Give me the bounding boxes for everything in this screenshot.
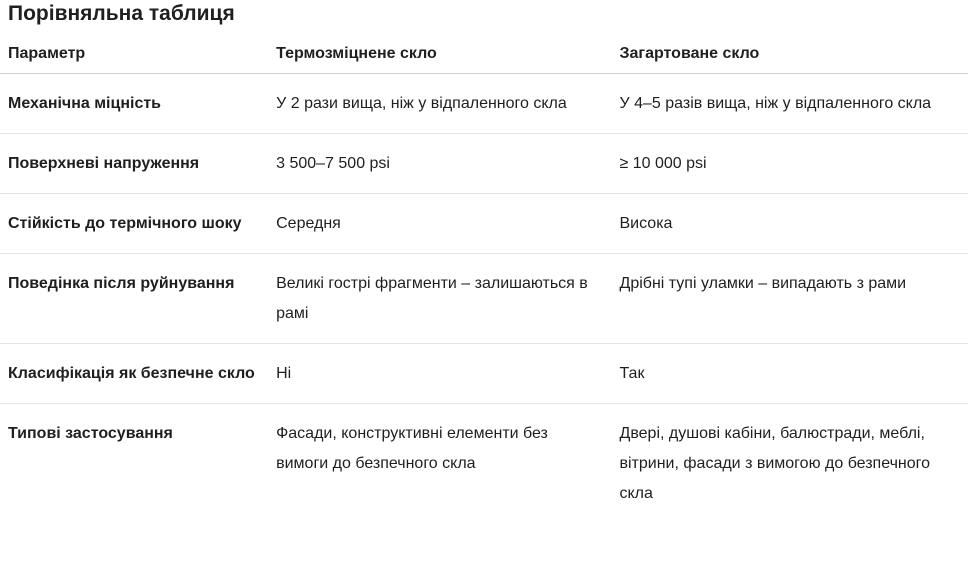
row-heat-cell: Фасади, конструктивні елементи без вимоги до безпечного скла xyxy=(276,425,548,472)
comparison-table xyxy=(0,38,968,523)
table-row xyxy=(0,404,968,524)
row-parameter-cell: Поведінка після руйнування xyxy=(0,254,268,344)
row-tempered-cell: Двері, душові кабіни, балюстради, меблі, вітрини, фасади з вимогою до безпечного скла xyxy=(619,425,931,502)
header-heat-strengthened-glass: Термозміцнене скло xyxy=(268,38,611,74)
row-heat-cell: 3 500–7 500 psi xyxy=(268,134,611,194)
table-row xyxy=(0,194,968,254)
row-tempered-cell: Висока xyxy=(612,194,969,254)
row-tempered-cell: У 4–5 разів вища, ніж у відпаленного скла xyxy=(612,74,969,134)
row-heat-cell: Великі гострі фрагменти – залишаються в рамі xyxy=(268,254,611,344)
table-row xyxy=(0,134,968,194)
page-title: Порівняльна таблиця xyxy=(8,2,235,25)
row-parameter-cell: Типові застосування xyxy=(8,425,173,442)
row-tempered-cell: Дрібні тупі уламки – випадають з рами xyxy=(612,254,969,344)
row-tempered-cell: Так xyxy=(612,344,969,404)
row-tempered-cell: ≥ 10 000 psi xyxy=(612,134,969,194)
row-parameter-cell: Механічна міцність xyxy=(0,74,268,134)
row-parameter-cell: Поверхневі напруження xyxy=(0,134,268,194)
table-row xyxy=(0,254,968,344)
header-tempered-glass: Загартоване скло xyxy=(612,38,969,74)
table-row xyxy=(0,344,968,404)
row-parameter-cell: Класифікація як безпечне скло xyxy=(0,344,268,404)
row-heat-cell: У 2 рази вища, ніж у відпаленного скла xyxy=(268,74,611,134)
row-parameter-cell: Стійкість до термічного шоку xyxy=(0,194,268,254)
table-row xyxy=(0,74,968,134)
row-heat-cell: Ні xyxy=(268,344,611,404)
row-heat-cell: Середня xyxy=(268,194,611,254)
table-header-row xyxy=(0,38,968,74)
header-parameter: Параметр xyxy=(0,38,268,74)
